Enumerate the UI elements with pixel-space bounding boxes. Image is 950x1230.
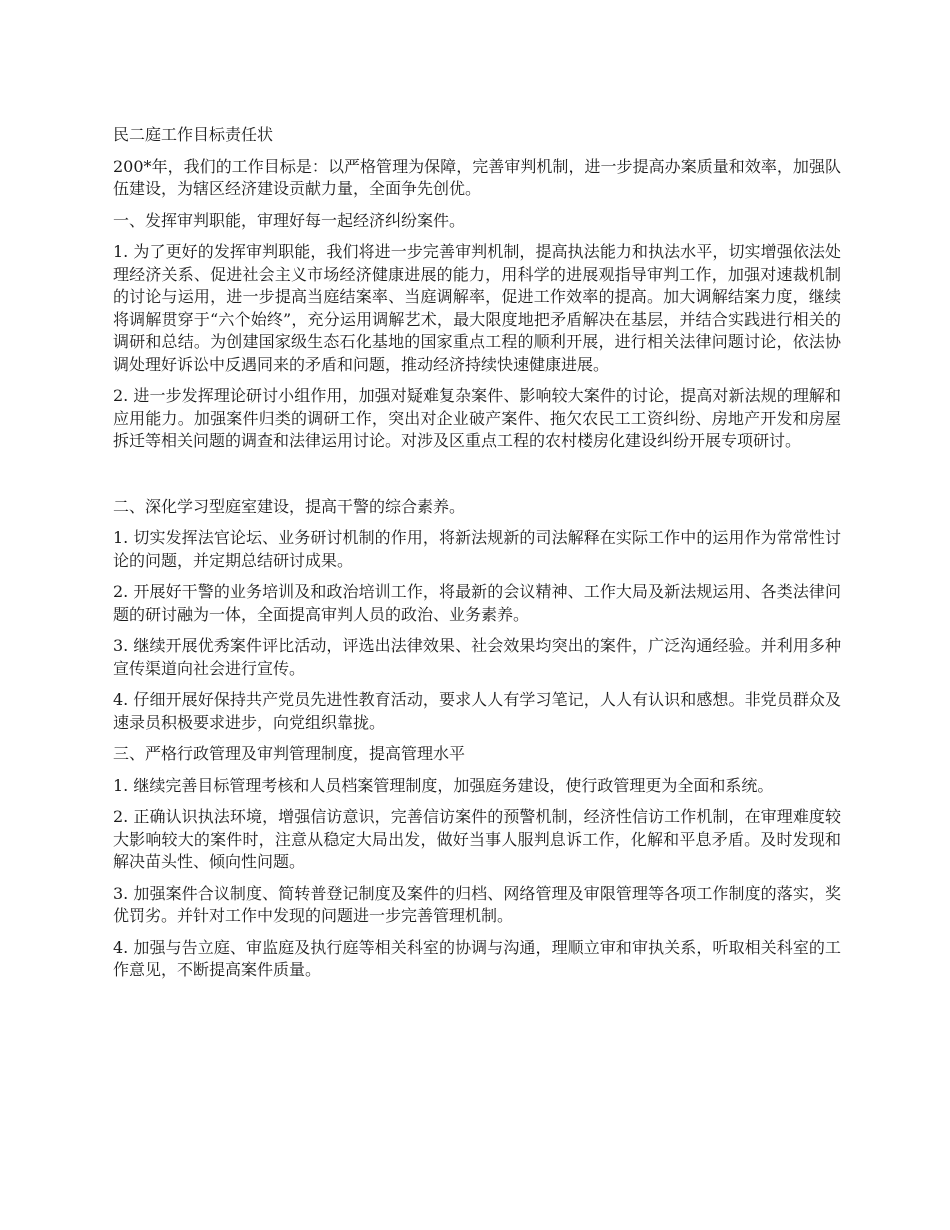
section-3-item-4: 4. 加强与告立庭、审监庭及执行庭等相关科室的协调与沟通，理顺立审和审执关系，听取相关科室的工作意见，不断提高案件质量。 bbox=[113, 937, 841, 979]
document-page bbox=[113, 124, 841, 991]
section-2-item-1: 1. 切实发挥法官论坛、业务研讨机制的作用，将新法规新的司法解释在实际工作中的运用作为常常性讨论的问题，并定期总结研讨成果。 bbox=[113, 528, 841, 570]
section-1-item-1: 1. 为了更好的发挥审判职能，我们将进一步完善审判机制，提高执法能力和执法水平，切实增强依法处理经济关系、促进社会主义市场经济健康进展的能力，用科学的进展观指导审判工作，加强对速裁机制的讨论与运用，进一步提高当庭结案率、当庭调解率，促进工作效率的提高。加大调解结案力度，继续将调解贯穿于“六个始终”，充分运用调解艺术，最大限度地把矛盾解决在基层，并结合实践进行相关的调研和总结。为创建国家级生态石化基地的国家重点工程的顺利开展，进行相关法律问题讨论，依法协调处理好诉讼中反遇同来的矛盾和问题，推动经济持续快速健康进展。 bbox=[113, 242, 841, 374]
section-2-item-2: 2. 开展好干警的业务培训及和政治培训工作，将最新的会议精神、工作大局及新法规运用、各类法律问题的研讨融为一体，全面提高审判人员的政治、业务素养。 bbox=[113, 582, 841, 624]
document-title: 民二庭工作目标责任状 bbox=[113, 125, 274, 144]
section-3-item-1: 1. 继续完善目标管理考核和人员档案管理制度，加强庭务建设，使行政管理更为全面和系统。 bbox=[113, 775, 774, 795]
section-3-item-2: 2. 正确认识执法环境，增强信访意识，完善信访案件的预警机制，经济性信访工作机制，在审理难度较大影响较大的案件时，注意从稳定大局出发，做好当事人服判息诉工作，化解和平息矛盾。及时发现和解决苗头性、倾向性问题。 bbox=[113, 807, 841, 871]
section-2-heading: 二、深化学习型庭室建设，提高干警的综合素养。 bbox=[113, 496, 466, 516]
blank-gap bbox=[113, 462, 841, 496]
section-3-heading: 三、严格行政管理及审判管理制度，提高管理水平 bbox=[113, 744, 466, 763]
section-2-item-4: 4. 仔细开展好保持共产党员先进性教育活动，要求人人有学习笔记，人人有认识和感想。非党员群众及速录员积极要求进步，向党组织靠拢。 bbox=[113, 690, 841, 732]
intro-paragraph: 200*年，我们的工作目标是：以严格管理为保障，完善审判机制，进一步提高办案质量和效率，加强队伍建设，为辖区经济建设贡献力量，全面争先创优。 bbox=[113, 156, 841, 198]
section-1-heading: 一、发挥审判职能，审理好每一起经济纠纷案件。 bbox=[113, 210, 466, 230]
section-1-item-2: 2. 进一步发挥理论研讨小组作用，加强对疑难复杂案件、影响较大案件的讨论，提高对新法规的理解和应用能力。加强案件归类的调研工作，突出对企业破产案件、拖欠农民工工资纠纷、房地产开发和房屋拆迁等相关问题的调查和法律运用讨论。对涉及区重点工程的农村楼房化建设纠纷开展专项研讨。 bbox=[113, 386, 841, 450]
section-3-item-3: 3. 加强案件合议制度、简转普登记制度及案件的归档、网络管理及审限管理等各项工作制度的落实，奖优罚劣。并针对工作中发现的问题进一步完善管理机制。 bbox=[113, 883, 841, 925]
section-2-item-3: 3. 继续开展优秀案件评比活动，评选出法律效果、社会效果均突出的案件，广泛沟通经验。并利用多种宣传渠道向社会进行宣传。 bbox=[113, 636, 841, 678]
